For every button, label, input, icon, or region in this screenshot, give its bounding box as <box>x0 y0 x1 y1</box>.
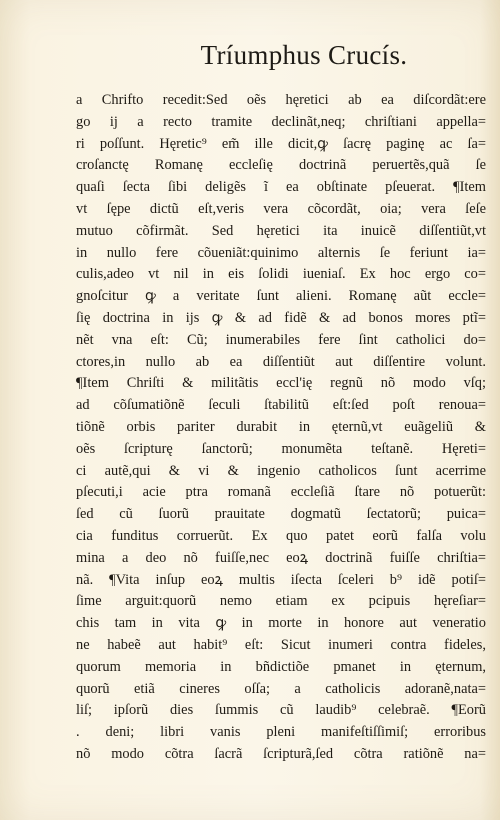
text-line: ci autẽ,qui & vi & ingenio catholicos ſunt acerrime <box>76 462 486 479</box>
text-line: ad cõſumatiõnẽ ſeculi ſtabilitũ eſt:ſed poſt renoua= <box>76 397 486 414</box>
text-line: ctores,in nullo ab ea diſſentiũt aut diſſentire volunt. <box>76 353 486 370</box>
text-line: go ij a recto tramite declinãt,neq; chriſtiani appella= <box>76 113 486 130</box>
text-line: ſime arguit:quorũ nemo etiam ex pcipuis hęreſiar= <box>76 593 486 610</box>
text-line: quorum memoria in bñdictiõe pmanet in ęternum, <box>76 658 486 675</box>
text-line: oẽs ſcripturę ſanctorũ; monumẽta teſtanẽ. Hęreti= <box>76 440 486 457</box>
text-line: quorũ etiã cineres oſſa; a catholicis adoranẽ,nata= <box>76 680 486 697</box>
text-line: ri poſſunt. Hęretic⁹ em̃ ille dicit,ꝙ ſacrę paginę ac ſa= <box>76 135 486 152</box>
text-line: cia funditus corruerũt. Ex quo patet eorũ falſa volu <box>76 527 486 544</box>
text-line: liſ; ipſorũ dies ſummis cũ laudib⁹ celebraẽ. ¶Eorũ <box>76 702 486 719</box>
text-line: vt ſępe dictũ eſt,veris vera cõcordãt, oia; vera ſeſe <box>76 200 486 217</box>
running-title <box>0 40 500 71</box>
running-title-text: Tríumphus Crucís. <box>200 40 408 70</box>
text-line: chis tam in vita ꝙ in morte in honore aut veneratio <box>76 615 486 632</box>
text-line: quaſi ſecta ſibi deligẽs ĩ ea obſtinate pſeuerat. ¶Item <box>76 179 486 196</box>
text-line: tiõnẽ orbis pariter durabit in ęternũ,vt euãgeliũ & <box>76 418 486 435</box>
text-line: ſed cũ ſuorũ prauitate dogmatũ ſectatorũ; puica= <box>76 506 486 523</box>
text-line: mutuo cõfirmãt. Sed hęretici ita inuicẽ diſſentiũt,vt <box>76 222 486 239</box>
body-text <box>76 90 486 766</box>
text-line: nã. ¶Vita inſup eoꝝ multis iſecta ſceleri b⁹ idẽ potiſ= <box>76 571 486 588</box>
text-line: in nullo fere cõueniãt:quinimo alternis ſe feriunt ia= <box>76 244 486 261</box>
text-line: ſię doctrina in ijs ꝙ & ad fidẽ & ad bonos mores ptĩ= <box>76 309 486 326</box>
text-line: culis,adeo vt nil in eis ſolidi iueniaſ. Ex hoc ergo co= <box>76 266 486 283</box>
text-line: a Chrifto recedit:Sed oẽs hęretici ab ea diſcordãt:ere <box>76 92 486 108</box>
text-line: croſanctę Romanę eccleſię doctrinã peruertẽs,quã ſe <box>76 157 486 174</box>
text-line: nõ modo cõtra ſacrã ſcripturã,ſed cõtra ratiõnẽ na= <box>76 745 486 762</box>
text-line: pſecuti,i acie ptra romanã eccleſiã ſtare nõ potuerũt: <box>76 484 486 501</box>
text-line: ne habeẽ aut habit⁹ eſt: Sicut inumeri contra fideles, <box>76 636 486 653</box>
text-line: ¶Item Chriſti & militãtis eccl'ię regnũ nõ modo vſq; <box>76 375 486 392</box>
text-line: nẽt vna eſt: Cũ; inumerabiles fere ſint catholici do= <box>76 331 486 348</box>
text-line: mina a deo nõ fuiſſe,nec eoꝝ doctrinã fuiſſe chriſtia= <box>76 549 486 566</box>
text-line: . deni; libri vanis pleni manifeſtiſſimiſ; erroribus <box>76 724 486 741</box>
text-line: gnoſcitur ꝙ a veritate ſunt alieni. Romanę aũt eccle= <box>76 288 486 305</box>
